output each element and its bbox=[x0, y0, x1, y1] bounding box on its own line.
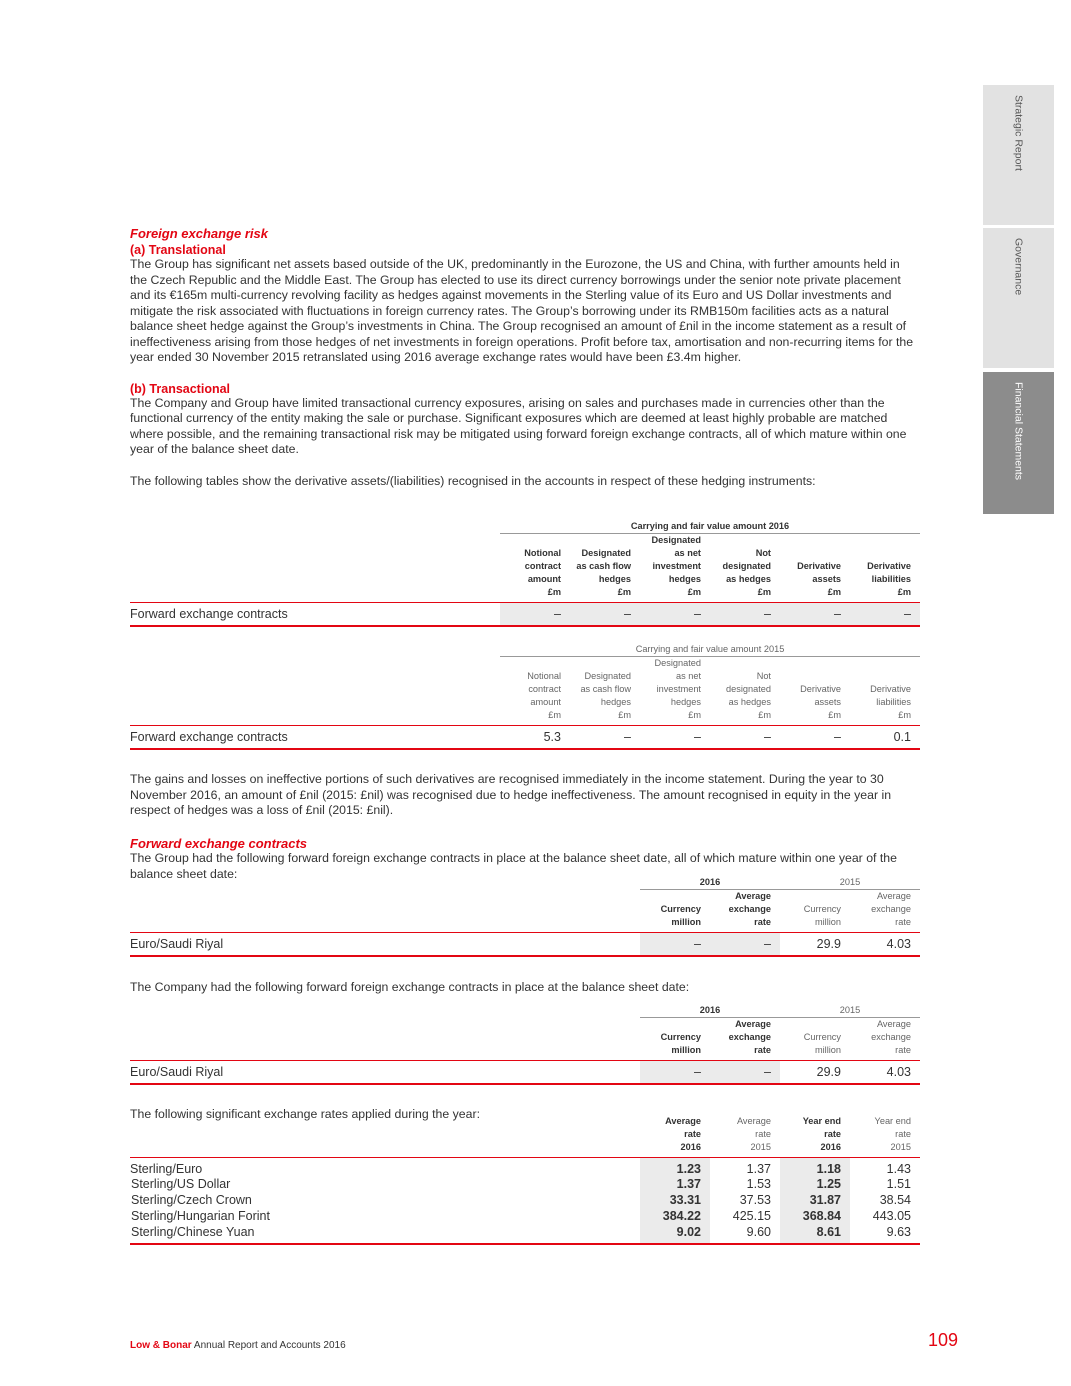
column-header: Derivative liabilities £m bbox=[867, 561, 911, 597]
side-tab-label: Governance bbox=[1012, 238, 1025, 296]
table-row bbox=[130, 1192, 920, 1208]
table-cell: 9.60 bbox=[746, 1224, 771, 1239]
page-number: 109 bbox=[927, 1330, 958, 1350]
side-tab-strategic-report[interactable] bbox=[983, 85, 1054, 225]
table-group-header: Carrying and fair value amount 2015 bbox=[500, 643, 920, 657]
table-cell: 1.23 bbox=[640, 1158, 710, 1177]
table-cell: – bbox=[640, 933, 710, 957]
paragraph: The following tables show the derivative assets/(liabilities) recognised in the accounts in respect of these hedging instruments: bbox=[130, 473, 816, 488]
subsection-heading: (a) Translational bbox=[130, 243, 226, 257]
table-cell: – bbox=[570, 603, 640, 627]
table-cell: 1.43 bbox=[886, 1162, 911, 1176]
paragraph: The Group has significant net assets based outside of the UK, predominantly in the Eurozone, the US and China, with further amounts held in the Czech Republic and the Middle East. The Group has elected to use its direct currency borrowings under the senior note private placement and its €165m multi-currency revolving facility as hedges against movements in the Sterling value of its Euro and US Dollar investments and mitigate the risk associated with fluctuations in foreign currency rates. The Group’s borrowing under its RMB150m facilities acts as a natural balance sheet hedge against the Group’s investments in China. The Group recognised an amount of £nil in the income statement as a result of ineffectiveness arising from those hedges of net investments in foreign operations. Profit before tax, amortisation and non-recurring items for the year ended 30 November 2015 retranslated using 2016 average exchange rates would have been £3.4m higher. bbox=[130, 257, 914, 364]
side-tab-label: Financial Statements bbox=[1012, 382, 1025, 481]
table-cell: – bbox=[640, 726, 710, 750]
column-header: Notional contract amount £m bbox=[524, 548, 561, 597]
table-cell: 33.31 bbox=[640, 1192, 710, 1208]
table-row bbox=[130, 1061, 920, 1085]
table-cell: 29.9 bbox=[780, 933, 850, 957]
table-cell: 0.1 bbox=[850, 726, 920, 750]
ineffective-section bbox=[130, 772, 920, 819]
table-row bbox=[130, 1176, 920, 1192]
table-row bbox=[130, 603, 920, 627]
table-cell: – bbox=[570, 726, 640, 750]
table-cell: – bbox=[640, 603, 710, 627]
row-label: Sterling/US Dollar bbox=[131, 1177, 231, 1191]
table-cell: 1.53 bbox=[746, 1177, 771, 1191]
footer bbox=[130, 1340, 346, 1351]
company-forward-table bbox=[130, 1004, 920, 1085]
column-header: Currency million bbox=[803, 904, 841, 927]
table-cell: 443.05 bbox=[872, 1209, 911, 1223]
column-header: Average exchange rate bbox=[728, 1019, 771, 1055]
table-cell: 9.02 bbox=[640, 1224, 710, 1244]
table-cell: – bbox=[850, 603, 920, 627]
table-cell: 5.3 bbox=[500, 726, 570, 750]
row-label: Sterling/Chinese Yuan bbox=[131, 1225, 255, 1239]
paragraph: The Group had the following forward foreign exchange contracts in place at the balance sheet date, all of which mature within one year of the balance sheet date: bbox=[130, 851, 897, 881]
subsection-heading: (b) Transactional bbox=[130, 381, 231, 396]
section-title: Forward exchange contracts bbox=[130, 836, 307, 851]
year-header-2015: 2015 bbox=[780, 1004, 920, 1018]
table-row bbox=[130, 1224, 920, 1244]
table-row bbox=[130, 933, 920, 957]
column-header: Average exchange rate bbox=[871, 891, 911, 927]
group-forward-table bbox=[130, 876, 920, 957]
row-label: Sterling/Hungarian Forint bbox=[131, 1209, 270, 1223]
row-label: Euro/Saudi Riyal bbox=[130, 933, 640, 957]
table-cell: 4.03 bbox=[850, 1061, 920, 1085]
table-cell: 384.22 bbox=[640, 1208, 710, 1224]
column-header: Derivative liabilities £m bbox=[870, 684, 911, 720]
footer-text: Annual Report and Accounts 2016 bbox=[191, 1340, 346, 1351]
table-cell: 8.61 bbox=[780, 1224, 850, 1244]
section-title: Foreign exchange risk bbox=[130, 226, 268, 241]
table-group-header: Carrying and fair value amount 2016 bbox=[500, 520, 920, 534]
column-header: Year end rate 2015 bbox=[874, 1116, 911, 1152]
table-cell: 1.51 bbox=[886, 1177, 911, 1191]
table-cell: 1.37 bbox=[746, 1162, 771, 1176]
paragraph: The Company and Group have limited transactional currency exposures, arising on sales and purchases made in currencies other than the functional currency of the entity making the sale or purchase. Significant exposures which are deemed at least highly probable are matched where possible, and the remaining transactional risk may be mitigated using forward foreign exchange contracts, all of which mature within one year of the balance sheet date. bbox=[130, 395, 907, 456]
row-label: Forward exchange contracts bbox=[130, 603, 500, 627]
table-cell: – bbox=[780, 603, 850, 627]
column-header: Year end rate 2016 bbox=[802, 1116, 841, 1152]
column-header: Currency million bbox=[803, 1032, 841, 1055]
column-header: Derivative assets £m bbox=[797, 561, 841, 597]
column-header: Not designated as hedges £m bbox=[722, 548, 771, 597]
table-cell: – bbox=[500, 603, 570, 627]
paragraph: The Company had the following forward foreign exchange contracts in place at the balance sheet date: bbox=[130, 980, 690, 994]
column-header: Currency million bbox=[660, 904, 701, 927]
year-header-2015: 2015 bbox=[780, 876, 920, 890]
column-header: Average exchange rate bbox=[728, 891, 771, 927]
derivatives-2016-table bbox=[130, 520, 920, 627]
table-cell: 1.18 bbox=[780, 1158, 850, 1177]
table-cell: – bbox=[710, 1061, 780, 1085]
column-header: Notional contract amount £m bbox=[527, 671, 561, 720]
column-header: Currency million bbox=[660, 1032, 701, 1055]
table-cell: 29.9 bbox=[780, 1061, 850, 1085]
company-forward-section bbox=[130, 980, 920, 996]
table-cell: 425.15 bbox=[732, 1209, 771, 1223]
fx-risk-section bbox=[130, 226, 920, 489]
paragraph: The following significant exchange rates applied during the year: bbox=[130, 1107, 480, 1121]
table-cell: 38.54 bbox=[879, 1193, 911, 1207]
table-row bbox=[130, 1158, 920, 1177]
derivatives-2015-table bbox=[130, 643, 920, 750]
column-header: Average exchange rate bbox=[871, 1019, 911, 1055]
table-row bbox=[130, 1208, 920, 1224]
column-header: Not designated as hedges £m bbox=[726, 671, 771, 720]
side-tab-governance[interactable] bbox=[983, 228, 1054, 368]
brand-name: Low & Bonar bbox=[130, 1340, 192, 1351]
table-cell: 1.25 bbox=[780, 1176, 850, 1192]
year-header-2016: 2016 bbox=[640, 1004, 780, 1018]
table-cell: 37.53 bbox=[739, 1193, 771, 1207]
row-label: Sterling/Czech Crown bbox=[131, 1193, 252, 1207]
column-header: Designated as net investment hedges £m bbox=[651, 535, 701, 597]
table-cell: 1.37 bbox=[640, 1176, 710, 1192]
paragraph: The gains and losses on ineffective portions of such derivatives are recognised immediately in the income statement. During the year to 30 November 2016, an amount of £nil (2015: £nil) was recognised due to hedge ineffectiveness. The amount recognised in equity in the year in respect of hedges was a loss of £nil (2015: £nil). bbox=[130, 772, 892, 817]
exchange-rates-section bbox=[130, 1107, 920, 1245]
column-header: Average rate 2015 bbox=[736, 1116, 771, 1152]
table-cell: – bbox=[780, 726, 850, 750]
row-label: Forward exchange contracts bbox=[130, 726, 500, 750]
table-cell: 368.84 bbox=[780, 1208, 850, 1224]
table-cell: 9.63 bbox=[886, 1224, 911, 1239]
table-cell: 4.03 bbox=[850, 933, 920, 957]
column-header: Average rate 2016 bbox=[665, 1116, 701, 1152]
side-tab-label: Strategic Report bbox=[1012, 95, 1025, 171]
column-header: Designated as cash flow hedges £m bbox=[580, 671, 631, 720]
table-cell: – bbox=[710, 726, 780, 750]
table-cell: – bbox=[710, 603, 780, 627]
table-row bbox=[130, 726, 920, 750]
table-cell: – bbox=[710, 933, 780, 957]
column-header: Derivative assets £m bbox=[800, 684, 841, 720]
row-label: Euro/Saudi Riyal bbox=[130, 1061, 640, 1085]
table-cell: – bbox=[640, 1061, 710, 1085]
table-cell: 31.87 bbox=[780, 1192, 850, 1208]
year-header-2016: 2016 bbox=[640, 876, 780, 890]
column-header: Designated as net investment hedges £m bbox=[654, 658, 701, 720]
side-tab-financial-statements[interactable] bbox=[983, 372, 1054, 514]
row-label: Sterling/Euro bbox=[130, 1162, 203, 1176]
column-header: Designated as cash flow hedges £m bbox=[576, 548, 631, 597]
